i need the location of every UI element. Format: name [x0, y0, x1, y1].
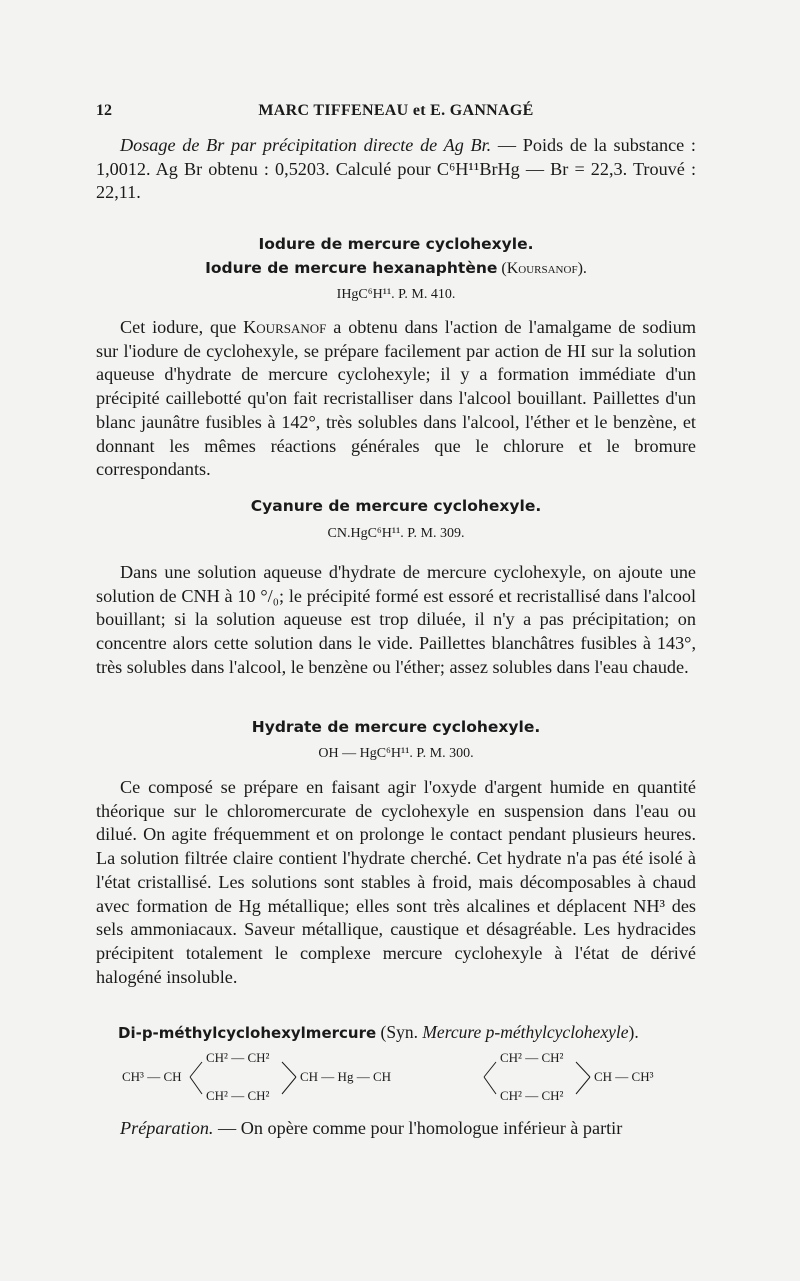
preparation-text: — On opère comme pour l'homologue inférieur à partir: [213, 1118, 623, 1138]
bond-upper-right-a: [484, 1062, 496, 1077]
formula-right-methyl: CH — CH³: [594, 1069, 654, 1084]
dimethyl-heading: Di-p-méthylcyclohexylmercure: [118, 1024, 377, 1042]
dimethyl-syn-label: (Syn.: [376, 1022, 423, 1042]
iodure-formula: IHgC⁶H¹¹. P. M. 410.: [336, 287, 456, 302]
iodure-p-lead: Cet iodure, que: [120, 317, 244, 337]
cyanure-heading: Cyanure de mercure cyclohexyle.: [250, 497, 542, 515]
iodure-heading: Iodure de mercure cyclohexyle.: [258, 235, 534, 253]
formula-center: CH — Hg — CH: [300, 1069, 392, 1084]
hydrate-paragraph: Ce composé se prépare en faisant agir l'oxyde d'argent humide en quantité théorique sur le chloromercurate de cyclohexyle en suspension dans l'eau ou dilué. On agite fréquemment et on prolonge le contact pendant plusieurs heures. La solution filtrée claire contient l'hydrate cherché. Cet hydrate n'a pas été isolé à l'état cristallisé. Les solutions sont stables à froid, mais décomposables à chaud avec formation de Hg métallique; elles sont très alcalines et déplacent NH³ des sels ammoniacaux. Saveur métallique, caustique et désagréable. Les hydracides précipitent totalement le complexe mercure cyclohexyle à l'état de dérivé halogéné insoluble.: [96, 777, 696, 987]
bond-upper-right-b: [576, 1062, 590, 1077]
hydrate-heading: Hydrate de mercure cyclohexyle.: [251, 718, 541, 736]
dimethyl-syn-name: Mercure p-méthylcyclohexyle: [422, 1022, 629, 1042]
formula-left-methyl: CH³ — CH: [122, 1069, 182, 1084]
iodure-paragraph: [96, 316, 696, 482]
bond-lower-right-b: [576, 1077, 590, 1094]
bond-upper-left-a: [190, 1062, 202, 1077]
formula-upper-left: CH² — CH²: [206, 1050, 270, 1065]
formula-upper-right: CH² — CH²: [500, 1050, 564, 1065]
dosage-title: Dosage de Br par précipitation directe de Ag Br.: [120, 135, 492, 155]
dosage-paragraph: [96, 134, 696, 205]
iodure-author: Koursanof: [506, 260, 578, 277]
dimethyl-heading-line: [118, 1022, 698, 1043]
running-header: [96, 102, 696, 126]
bond-lower-right-a: [484, 1077, 496, 1094]
formula-lower-left: CH² — CH²: [206, 1088, 270, 1103]
bond-lower-left-a: [190, 1077, 202, 1094]
cyanure-formula: CN.HgC⁶H¹¹. P. M. 309.: [327, 526, 465, 541]
iodure-p-body: a obtenu dans l'action de l'amalgame de sodium sur l'iodure de cyclohexyle, se prépare facilement par action de HI sur la solution aqueuse d'hydrate de mercure cyclohexyle; il y a formation immédiate d'un précipité caillebotté qu'on fait recristalliser dans l'alcool bouillant. Paillettes d'un blanc jaunâtre fusibles à 142°, très solubles dans l'alcool, l'éther et le benzène, et donnant les mêmes réactions générales que le chlorure et le bromure correspondants.: [96, 317, 696, 480]
dosage-body: — Poids de la substance : 1,0012. Ag Br obtenu : 0,5203. Calculé pour C⁶H¹¹BrHg — Br = 22,3. Trouvé : 22,11.: [96, 135, 696, 203]
iodure-paren-close: ).: [577, 260, 587, 277]
formula-lower-right: CH² — CH²: [500, 1088, 564, 1103]
preparation-line: [96, 1118, 696, 1139]
iodure-p-author: Koursanof: [243, 317, 327, 337]
cyanure-paragraph: Dans une solution aqueuse d'hydrate de mercure cyclohexyle, on ajoute une solution de CNH à 10 °/₀; le précipité formé est essoré et recristallisé dans l'alcool bouillant; si la solution aqueuse est trop diluée, il n'y a pas précipitation; on concentre alors cette solution dans le vide. Paillettes blanchâtres fusibles à 143°, très solubles dans l'alcool, le benzène ou l'éther; assez solubles dans l'eau chaude.: [96, 562, 696, 677]
running-title: MARC TIFFENEAU et E. GANNAGÉ: [258, 102, 534, 119]
structural-formula: [122, 1050, 702, 1106]
hydrate-formula: OH — HgC⁶H¹¹. P. M. 300.: [318, 746, 474, 761]
dimethyl-syn-close: ).: [628, 1022, 639, 1042]
iodure-paren-open: (: [497, 260, 507, 277]
preparation-label: Préparation.: [120, 1118, 214, 1138]
bond-upper-left-b: [282, 1062, 296, 1077]
iodure-subheading-text: Iodure de mercure hexanaphtène: [205, 259, 498, 277]
page-number: 12: [96, 102, 112, 119]
bond-lower-left-b: [282, 1077, 296, 1094]
iodure-subheading: [96, 259, 696, 278]
